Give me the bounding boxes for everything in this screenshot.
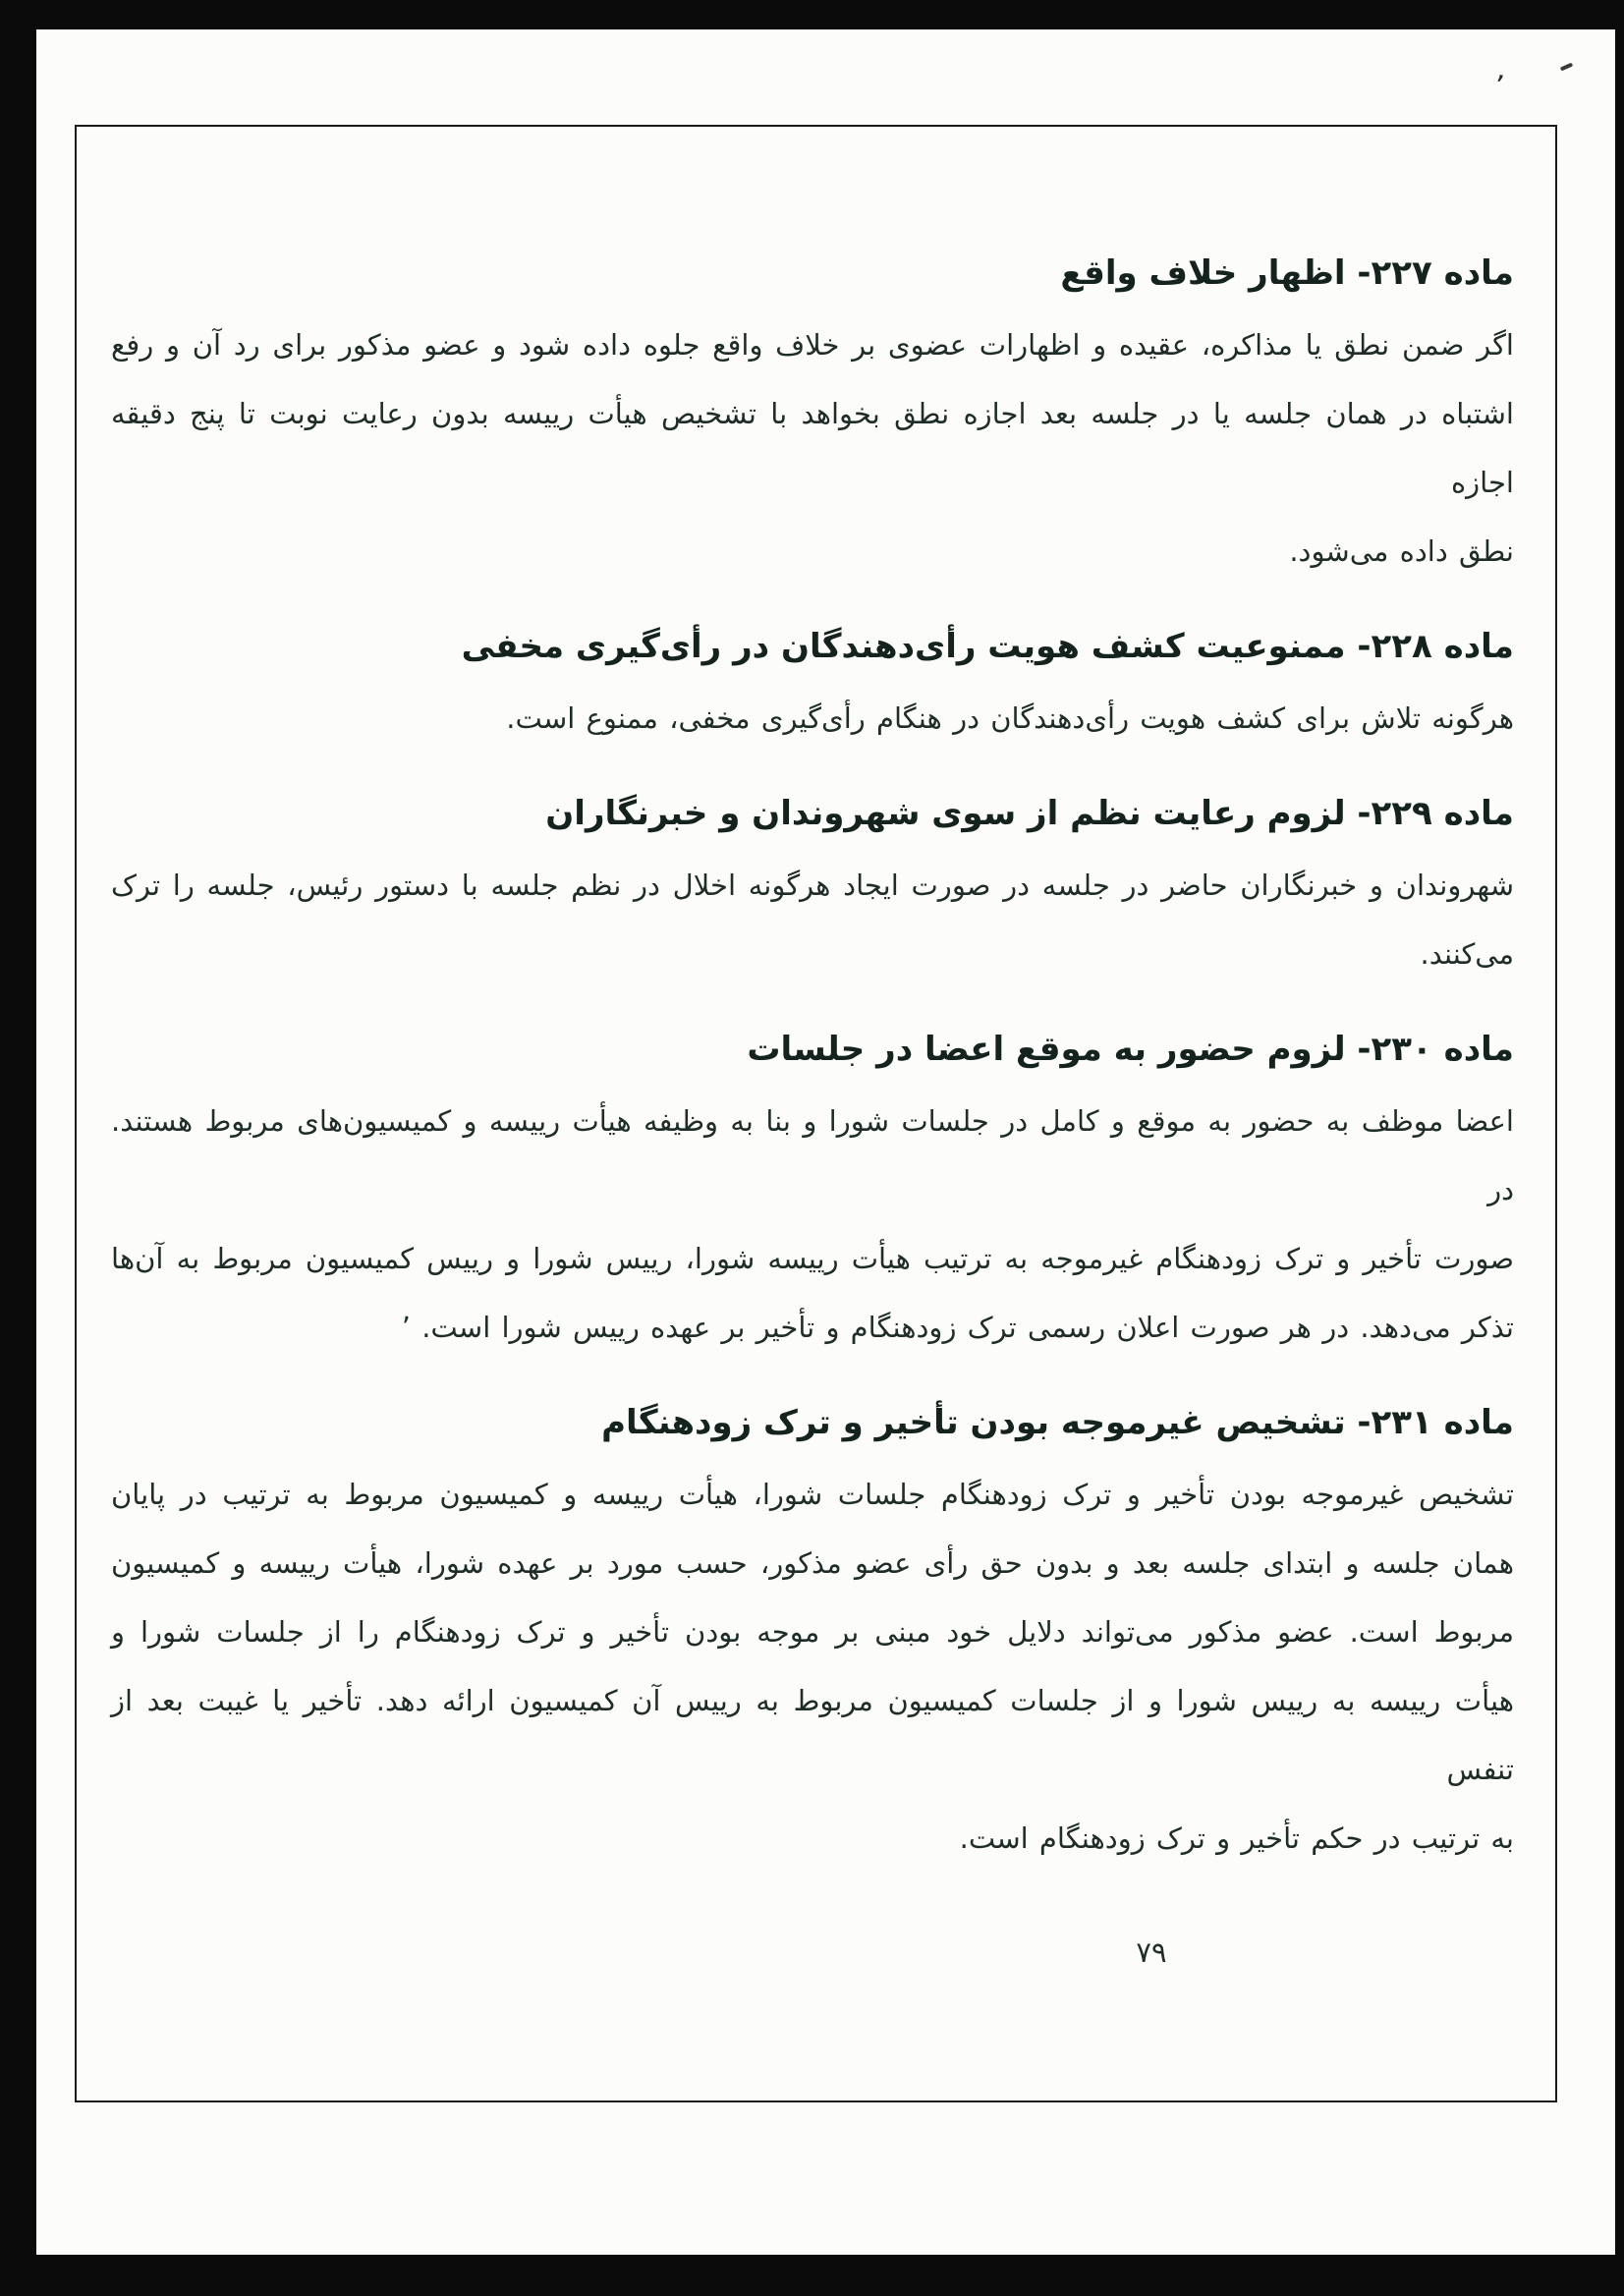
scan-edge-left bbox=[0, 0, 36, 2296]
document-content bbox=[111, 248, 1514, 1873]
article-line: تذکر می‌دهد. در هر صورت اعلان رسمی ترک زودهنگام و تأخیر بر عهده رییس شورا است. ʼ bbox=[401, 1311, 1514, 1344]
article-227 bbox=[111, 248, 1514, 586]
article-line: می‌کنند. bbox=[1420, 937, 1514, 971]
article-line: مربوط است. عضو مذکور می‌تواند دلایل خود مبنی بر موجه بودن تأخیر و ترک زودهنگام را از جلسات شورا و bbox=[111, 1615, 1514, 1649]
scan-edge-top bbox=[0, 0, 1624, 29]
article-line: هیأت رییسه به رییس شورا و از جلسات کمیسیون مربوط به رییس آن کمیسیون ارائه دهد. تأخیر یا غیبت بعد از تنفس bbox=[111, 1684, 1514, 1786]
scan-edge-bottom bbox=[0, 2255, 1624, 2296]
article-line: اشتباه در همان جلسه یا در جلسه بعد اجازه نطق بخواهد با تشخیص هیأت رییسه بدون رعایت نوبت تا پنج دقیقه اجازه bbox=[111, 397, 1514, 499]
article-229 bbox=[111, 788, 1514, 988]
article-line: شهروندان و خبرنگاران حاضر در جلسه در صورت ایجاد هرگونه اخلال در نظم جلسه با دستور رئیس، جلسه را ترک bbox=[111, 868, 1514, 902]
article-heading: ماده ۲۲۸- ممنوعیت کشف هویت رأی‌دهندگان در رأی‌گیری مخفی bbox=[461, 627, 1514, 666]
article-heading: ماده ۲۲۷- اظهار خلاف واقع bbox=[1060, 253, 1514, 293]
scan-edge-right bbox=[1615, 0, 1624, 2296]
article-line: صورت تأخیر و ترک زودهنگام غیرموجه به ترتیب هیأت رییسه شورا، رییس شورا و رییس کمیسیون مربوط به آن‌ها bbox=[111, 1242, 1514, 1275]
article-230 bbox=[111, 1024, 1514, 1362]
article-line: نطق داده می‌شود. bbox=[1289, 534, 1514, 568]
page-number: ۷۹ bbox=[1136, 1935, 1167, 1969]
article-line: اگر ضمن نطق یا مذاکره، عقیده و اظهارات عضوی بر خلاف واقع جلوه داده شود و عضو مذکور برای رد آن و رفع bbox=[111, 328, 1514, 362]
paper-surface bbox=[36, 29, 1615, 2255]
article-231 bbox=[111, 1397, 1514, 1873]
article-line: همان جلسه و ابتدای جلسه بعد و بدون حق رأی عضو مذکور، حسب مورد بر عهده شورا، هیأت رییسه و کمیسیون bbox=[111, 1546, 1514, 1580]
article-line: هرگونه تلاش برای کشف هویت رأی‌دهندگان در هنگام رأی‌گیری مخفی، ممنوع است. bbox=[506, 701, 1514, 735]
article-line: به ترتیب در حکم تأخیر و ترک زودهنگام است. bbox=[959, 1821, 1514, 1855]
article-line: تشخیص غیرموجه بودن تأخیر و ترک زودهنگام جلسات شورا، هیأت رییسه و کمیسیون مربوط به ترتیب در پایان bbox=[111, 1478, 1514, 1511]
article-228 bbox=[111, 621, 1514, 753]
article-heading: ماده ۲۳۱- تشخیص غیرموجه بودن تأخیر و ترک زودهنگام bbox=[601, 1403, 1514, 1442]
ink-speck: ʼ bbox=[1491, 69, 1507, 105]
article-heading: ماده ۲۳۰- لزوم حضور به موقع اعضا در جلسات bbox=[747, 1030, 1514, 1069]
article-heading: ماده ۲۲۹- لزوم رعایت نظم از سوی شهروندان و خبرنگاران bbox=[545, 794, 1514, 833]
article-line: اعضا موظف به حضور به موقع و کامل در جلسات شورا و بنا به وظیفه هیأت رییسه و کمیسیون‌های مربوط هستند. در bbox=[111, 1104, 1514, 1206]
ink-speck bbox=[1560, 63, 1574, 72]
